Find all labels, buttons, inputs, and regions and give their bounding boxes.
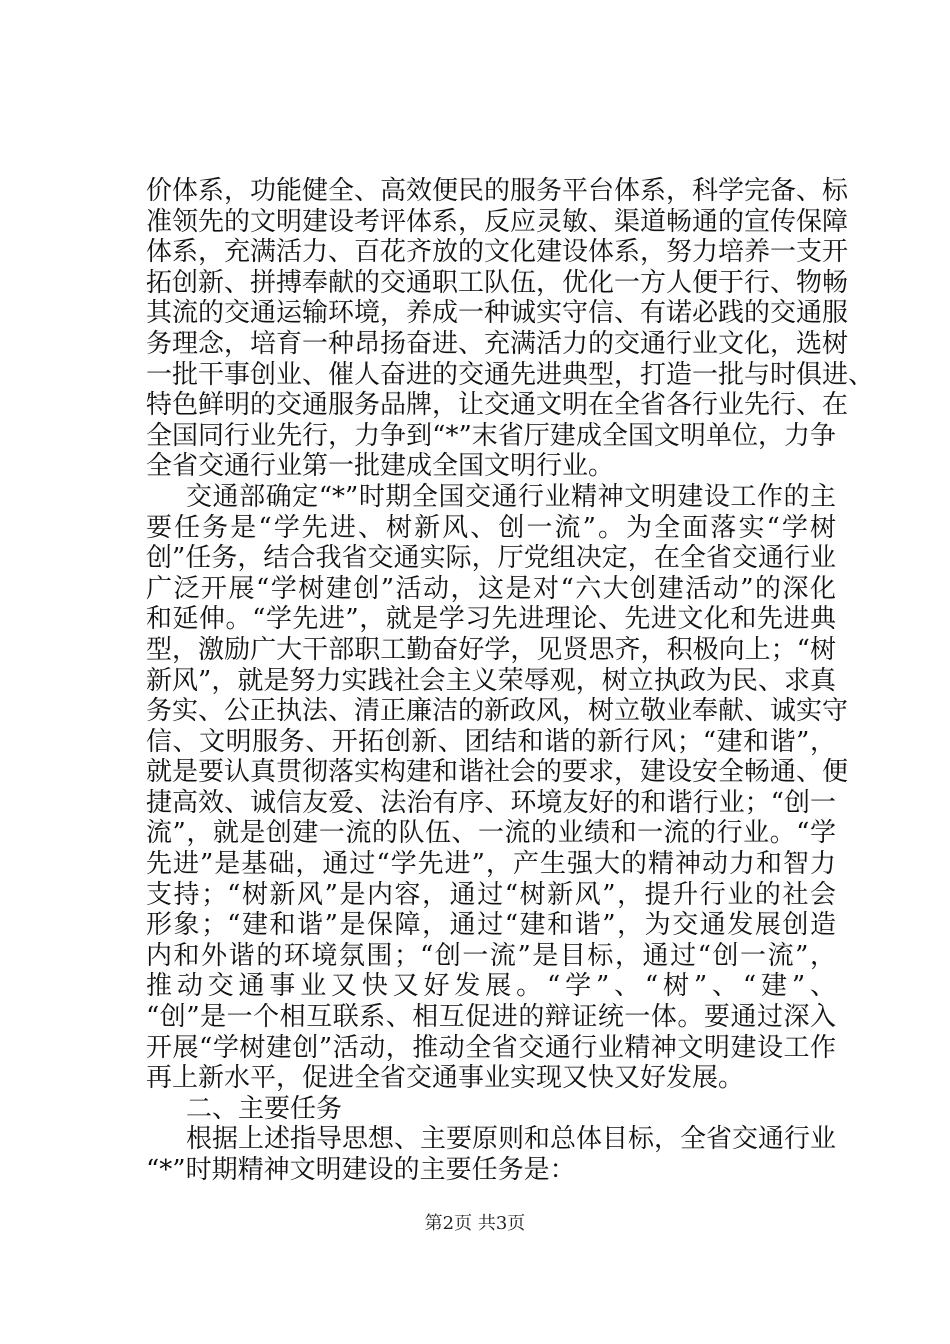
text-line: 开展“学树建创”活动，推动全省交通行业精神文明建设工作 [146, 1032, 836, 1063]
text-line: 再上新水平，促进全省交通事业实现又快又好发展。 [146, 1063, 745, 1094]
page-footer [0, 1213, 950, 1235]
text-line: 特色鲜明的交通服务品牌，让交通文明在全省各行业先行、在 [146, 390, 849, 421]
text-line: 拓创新、拼搏奉献的交通职工队伍，优化一方人便于行、物畅 [146, 267, 849, 298]
text-line: 务理念，培育一种昂扬奋进、充满活力的交通行业文化，选树 [146, 328, 849, 359]
paragraph-main-tasks-intro [146, 1124, 836, 1185]
text-line: 准领先的文明建设考评体系，反应灵敏、渠道畅通的宣传保障 [146, 206, 849, 237]
text-line: 支持；“树新风”是内容，通过“树新风”，提升行业的社会 [146, 879, 836, 910]
paragraph-goals-continued [146, 176, 875, 482]
text-line: 就是要认真贯彻落实构建和谐社会的要求，建设安全畅通、便 [146, 757, 849, 788]
text-line: “*”时期精神文明建设的主要任务是： [146, 1155, 576, 1185]
text-line: 要任务是“学先进、树新风、创一流”。为全面落实“学树 [146, 512, 836, 543]
text-line: 全省交通行业第一批建成全国文明行业。 [146, 451, 615, 482]
text-line: 先进”是基础，通过“学先进”，产生强大的精神动力和智力 [146, 849, 836, 880]
text-line: 和延伸。“学先进”，就是学习先进理论、先进文化和先进典 [146, 604, 836, 635]
text-line: “创”是一个相互联系、相互促进的辩证统一体。要通过深入 [146, 1002, 836, 1033]
text-line: 型，激励广大干部职工勤奋好学，见贤思齐，积极向上；“树 [146, 634, 836, 665]
text-line: 形象；“建和谐”是保障，通过“建和谐”，为交通发展创造 [146, 910, 836, 941]
text-line: 一批干事创业、催人奋进的交通先进典型，打造一批与时俱进、 [146, 359, 875, 390]
text-line: 创”任务，结合我省交通实际，厅党组决定，在全省交通行业 [146, 543, 836, 574]
text-line: 新风”，就是努力实践社会主义荣辱观，树立执政为民、求真 [146, 665, 836, 696]
page-number: 第2页 共3页 [424, 1213, 526, 1234]
text-line: 推动交通事业又快又好发展。“学”、“树”、“建”、 [146, 971, 836, 1002]
text-line: 价体系，功能健全、高效便民的服务平台体系，科学完备、标 [146, 176, 849, 206]
text-line: 广泛开展“学树建创”活动，这是对“六大创建活动”的深化 [146, 573, 836, 604]
text-line: 捷高效、诚信友爱、法治有序、环境友好的和谐行业；“创一 [146, 787, 836, 818]
text-line: 流”，就是创建一流的队伍、一流的业绩和一流的行业。“学 [146, 818, 836, 849]
text-line: 体系，充满活力、百花齐放的文化建设体系，努力培养一支开 [146, 237, 849, 268]
text-line: 交通部确定“*”时期全国交通行业精神文明建设工作的主 [186, 481, 836, 512]
text-line: 二、主要任务 [186, 1093, 343, 1124]
text-line: 信、文明服务、开拓创新、团结和谐的新行风；“建和谐”， [146, 726, 836, 757]
text-line: 内和外谐的环境氛围；“创一流”是目标，通过“创一流”， [146, 940, 836, 971]
paragraph-xueshujianchuang [146, 481, 849, 1094]
text-line: 其流的交通运输环境，养成一种诚实守信、有诺必践的交通服 [146, 298, 849, 329]
document-body [146, 176, 875, 1186]
section-heading-main-tasks [146, 1094, 836, 1125]
text-line: 全国同行业先行，力争到“*”末省厅建成全国文明单位，力争 [146, 420, 836, 451]
text-line: 务实、公正执法、清正廉洁的新政风，树立敬业奉献、诚实守 [146, 696, 849, 727]
text-line: 根据上述指导思想、主要原则和总体目标，全省交通行业 [186, 1124, 837, 1155]
